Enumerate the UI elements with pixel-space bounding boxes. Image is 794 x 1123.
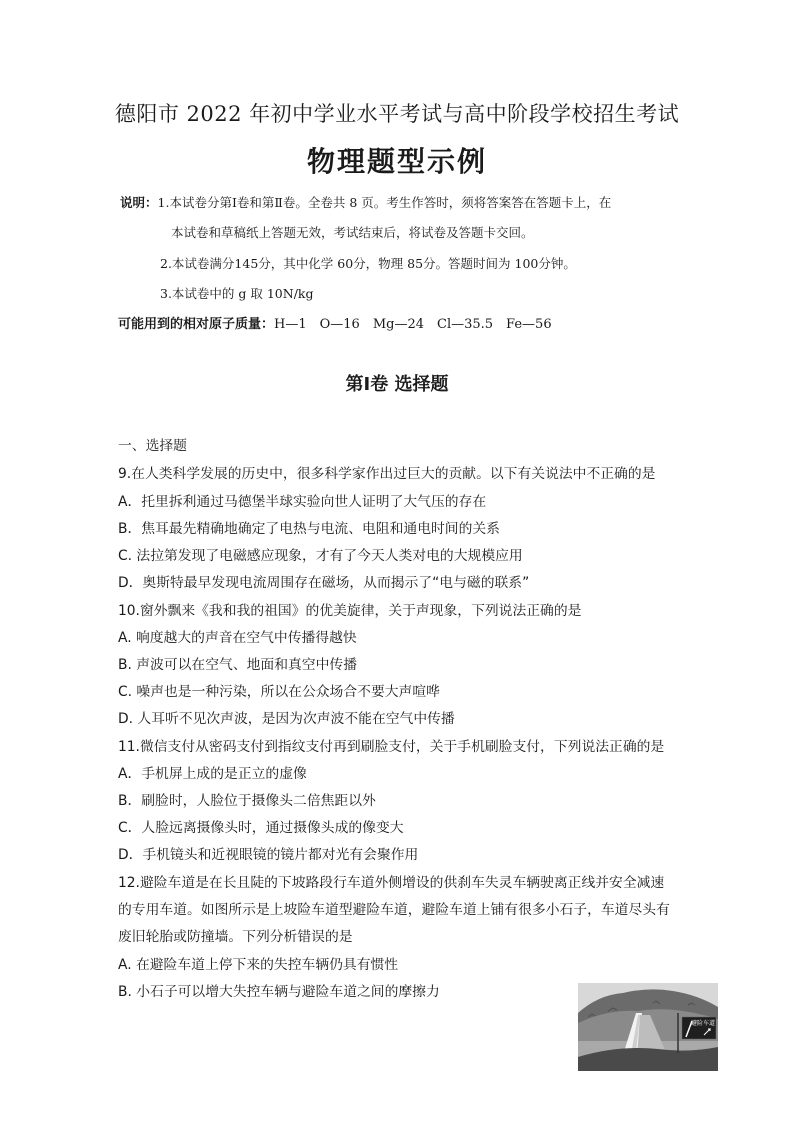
question-12-stem-line-2: 的专用车道。如图所示是上坡险车道型避险车道，避险车道上铺有很多小石子，车道尽头有 xyxy=(118,902,670,918)
atomic-mass-values: H—1 O—16 Mg—24 Cl—35.5 Fe—56 xyxy=(274,317,552,332)
question-12-option-b: B. 小石子可以增大失控车辆与避险车道之间的摩擦力 xyxy=(118,984,440,1000)
question-11-option-a: A．手机屏上成的是正立的虚像 xyxy=(118,766,307,782)
question-12-stem-line-1: 12.避险车道是在长且陡的下坡路段行车道外侧增设的供刹车失灵车辆驶离正线并安全减速 xyxy=(118,875,665,891)
question-10-option-a: A. 响度越大的声音在空气中传播得越快 xyxy=(118,630,357,646)
escape-lane-sign-text: 避险车道 xyxy=(691,1020,716,1027)
question-11-option-c: C．人脸远离摄像头时，通过摄像头成的像变大 xyxy=(118,820,404,836)
question-12-stem-line-3: 废旧轮胎或防撞墙。下列分析错误的是 xyxy=(118,929,353,945)
question-10-stem: 10.窗外飘来《我和我的祖国》的优美旋律，关于声现象，下列说法正确的是 xyxy=(118,603,582,619)
question-11-option-d: D．手机镜头和近视眼镜的镜片都对光有会聚作用 xyxy=(118,847,419,863)
question-10-option-c: C. 噪声也是一种污染，所以在公众场合不要大声喧哗 xyxy=(118,684,440,700)
instructions-line-3: 3.本试卷中的 g 取 10N/kg xyxy=(160,286,314,301)
exam-title: 德阳市 2022 年初中学业水平考试与高中阶段学校招生考试 xyxy=(114,102,680,126)
question-9-stem: 9.在人类科学发展的历史中，很多科学家作出过巨大的贡献。以下有关说法中不正确的是 xyxy=(118,466,656,482)
section-title: 第Ⅰ卷 选择题 xyxy=(345,374,449,395)
instructions-label: 说明： xyxy=(120,195,158,210)
exam-subtitle: 物理题型示例 xyxy=(306,145,487,178)
question-11-option-b: B．刷脸时，人脸位于摄像头二倍焦距以外 xyxy=(118,793,376,809)
escape-lane-photo xyxy=(578,983,718,1071)
question-9-option-d: D．奥斯特最早发现电流周围存在磁场，从而揭示了“电与磁的联系” xyxy=(118,575,530,591)
part-label: 一、选择题 xyxy=(118,438,187,454)
question-9-option-a: A．托里拆利通过马德堡半球实验向世人证明了大气压的存在 xyxy=(118,494,487,510)
question-9-option-c: C. 法拉第发现了电磁感应现象，才有了今天人类对电的大规模应用 xyxy=(118,548,523,564)
atomic-mass-line xyxy=(118,313,552,332)
question-11-stem: 11.微信支付从密码支付到指纹支付再到刷脸支付，关于手机刷脸支付，下列说法正确的是 xyxy=(118,739,665,755)
question-10-option-d: D. 人耳听不见次声波，是因为次声波不能在空气中传播 xyxy=(118,711,455,727)
instructions-line-2: 2.本试卷满分145分，其中化学 60分，物理 85分。答题时间为 100分钟。 xyxy=(160,256,576,271)
instructions-line-1: 说明：1.本试卷分第Ⅰ卷和第Ⅱ卷。全卷共 8 页。考生作答时，须将答案答在答题卡上，在 xyxy=(120,195,612,210)
question-10-option-b: B. 声波可以在空气、地面和真空中传播 xyxy=(118,657,357,673)
question-9-option-b: B．焦耳最先精确地确定了电热与电流、电阻和通电时间的关系 xyxy=(118,521,500,537)
question-12-option-a: A. 在避险车道上停下来的失控车辆仍具有惯性 xyxy=(118,957,399,973)
instructions-line-1b: 本试卷和草稿纸上答题无效，考试结束后，将试卷及答题卡交回。 xyxy=(171,225,534,240)
atomic-mass-label: 可能用到的相对原子质量： xyxy=(118,317,275,332)
